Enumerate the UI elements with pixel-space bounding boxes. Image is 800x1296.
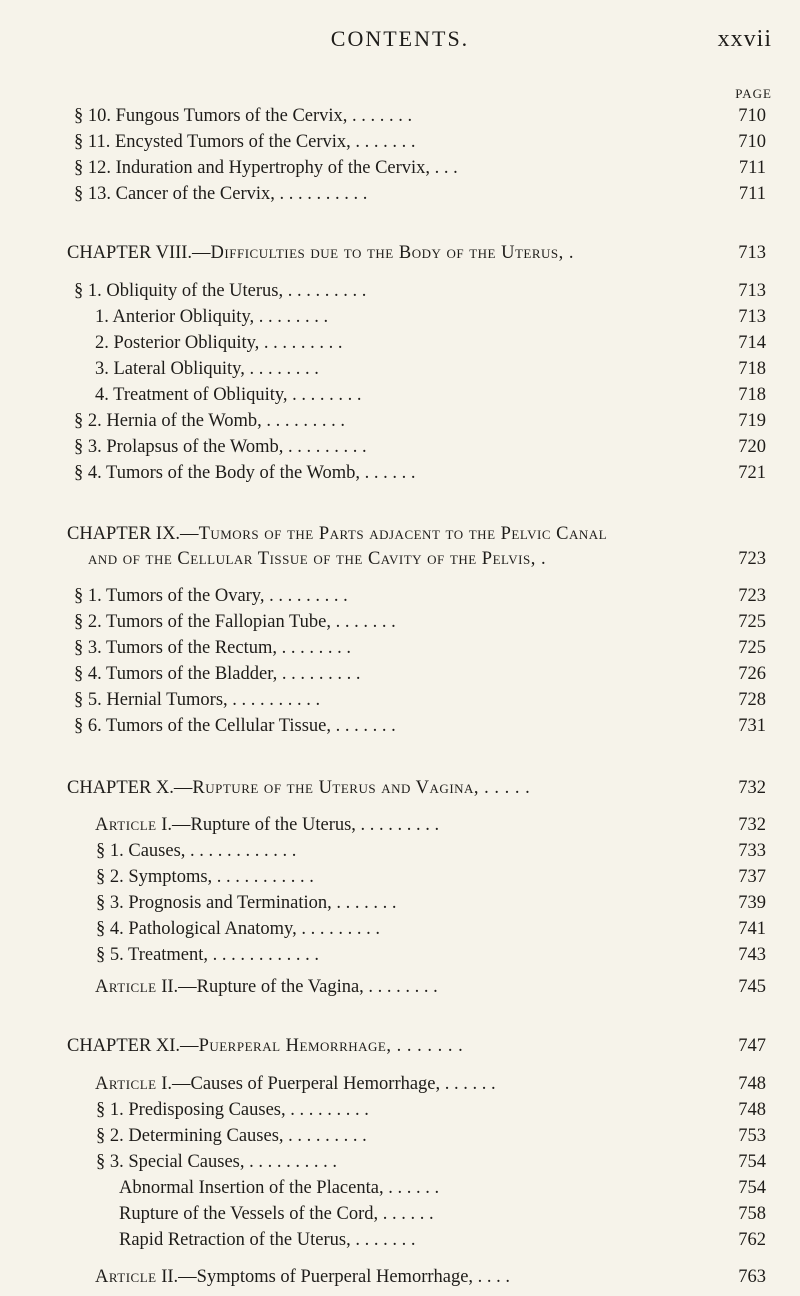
page-number: 713 [738, 281, 766, 301]
page-number: 731 [738, 716, 766, 736]
article-label: Article [95, 1074, 157, 1094]
chapter-entry [0, 775, 800, 801]
entry-title: § 3. Prognosis and Termination, . . . . . . . [96, 893, 397, 913]
toc-entry [0, 1097, 800, 1123]
page-number: 732 [738, 778, 766, 798]
page-number: 741 [738, 919, 766, 939]
page-number: 721 [738, 463, 766, 483]
page-number: 748 [738, 1100, 766, 1120]
toc-entry [0, 583, 800, 609]
article-title: II.—Rupture of the Vagina, . . . . . . . . [156, 977, 438, 997]
toc-entry [0, 1175, 800, 1201]
page-column-label: PAGE [735, 86, 772, 101]
chapter-number: CHAPTER XI.— [67, 1036, 199, 1056]
toc-entry [0, 181, 800, 207]
entry-title: § 2. Hernia of the Womb, . . . . . . . . . [74, 411, 346, 431]
page-number: 753 [738, 1126, 766, 1146]
toc-entry [0, 330, 800, 356]
entry-title: § 12. Induration and Hypertrophy of the Cervix, . . . [74, 158, 458, 178]
toc-entry [0, 890, 800, 916]
page-number: 719 [738, 411, 766, 431]
entry-title: § 4. Tumors of the Body of the Womb, . . . . . . [74, 463, 416, 483]
toc-entry [0, 942, 800, 968]
entry-title: § 1. Obliquity of the Uterus, . . . . . . . . . [74, 281, 367, 301]
toc-entry [0, 382, 800, 408]
entry-title: § 10. Fungous Tumors of the Cervix, . . . . . . . [74, 106, 413, 126]
toc-entry [0, 408, 800, 434]
entry-title: § 2. Determining Causes, . . . . . . . . . [96, 1126, 367, 1146]
entry-title [95, 812, 439, 838]
entry-title: Rapid Retraction of the Uterus, . . . . . . . [119, 1230, 416, 1250]
chapter-title: Rupture of the Uterus and Vagina, . . . . . [192, 778, 531, 798]
toc-entry [0, 713, 800, 739]
toc-entry [0, 838, 800, 864]
toc-entry [0, 129, 800, 155]
entry-title: § 1. Causes, . . . . . . . . . . . . [96, 841, 297, 861]
toc-entry [0, 434, 800, 460]
chapter-number: CHAPTER VIII.— [67, 243, 211, 263]
entry-title: § 2. Tumors of the Fallopian Tube, . . . . . . . [74, 612, 396, 632]
entry-title [95, 1264, 510, 1290]
entry-title: § 2. Symptoms, . . . . . . . . . . . [96, 867, 314, 887]
page-number: 748 [738, 1074, 766, 1094]
entry-title: § 5. Treatment, . . . . . . . . . . . . [96, 945, 320, 965]
toc-entry [0, 460, 800, 486]
page-number: 728 [738, 690, 766, 710]
entry-title: § 4. Tumors of the Bladder, . . . . . . . . . [74, 664, 361, 684]
page-number: 710 [738, 106, 766, 126]
page-number: 711 [738, 158, 766, 178]
page-number: 739 [738, 893, 766, 913]
chapter-title: Puerperal Hemorrhage, . . . . . . . [198, 1036, 464, 1056]
entry-title [95, 974, 438, 1000]
page-number: 758 [738, 1204, 766, 1224]
toc-entry [0, 356, 800, 382]
toc-entry [0, 1123, 800, 1149]
entry-title [95, 1071, 496, 1097]
toc-entry [0, 609, 800, 635]
chapter-entry [0, 521, 800, 547]
toc-entry [0, 635, 800, 661]
toc-entry [0, 916, 800, 942]
article-label: Article [95, 1267, 157, 1287]
page-number: 743 [738, 945, 766, 965]
entry-title: 2. Posterior Obliquity, . . . . . . . . . [95, 333, 343, 353]
entry-title: § 1. Tumors of the Ovary, . . . . . . . . . [74, 586, 348, 606]
chapter-entry [0, 240, 800, 266]
article-label: Article [95, 977, 157, 997]
running-title: CONTENTS. [330, 26, 470, 51]
page-number: 711 [738, 184, 766, 204]
page-number: 737 [738, 867, 766, 887]
toc-entry [0, 103, 800, 129]
page-number: 762 [738, 1230, 766, 1250]
page-number: 745 [738, 977, 766, 997]
entry-title: 4. Treatment of Obliquity, . . . . . . . . [95, 385, 362, 405]
page-number: 718 [738, 359, 766, 379]
article-title: II.—Symptoms of Puerperal Hemorrhage, . . . . [156, 1267, 511, 1287]
entry-title [67, 1033, 463, 1059]
entry-title: 3. Lateral Obliquity, . . . . . . . . [95, 359, 319, 379]
entry-title: § 1. Predisposing Causes, . . . . . . . . . [96, 1100, 369, 1120]
page-number: 713 [738, 307, 766, 327]
entry-title: Rupture of the Vessels of the Cord, . . . . . . [119, 1204, 434, 1224]
entry-title: § 4. Pathological Anatomy, . . . . . . . . . [96, 919, 380, 939]
chapter-entry [0, 1033, 800, 1059]
entry-title: and of the Cellular Tissue of the Cavity of the Pelvis, . [88, 549, 547, 569]
article-title: I.—Causes of Puerperal Hemorrhage, . . . . . . [156, 1074, 496, 1094]
entry-title [67, 240, 574, 266]
chapter-number: CHAPTER X.— [67, 778, 193, 798]
chapter-title: Difficulties due to the Body of the Uterus, . [210, 243, 575, 263]
article-title: I.—Rupture of the Uterus, . . . . . . . . . [156, 815, 440, 835]
page-folio: xxvii [717, 26, 772, 52]
page-number: 763 [738, 1267, 766, 1287]
page-number: 733 [738, 841, 766, 861]
entry-title: § 3. Tumors of the Rectum, . . . . . . . . [74, 638, 351, 658]
toc-entry [0, 304, 800, 330]
page-number: 713 [738, 243, 766, 263]
article-entry [0, 974, 800, 1000]
entry-title: Abnormal Insertion of the Placenta, . . . . . . [119, 1178, 440, 1198]
toc-entry [0, 278, 800, 304]
page-number: 726 [738, 664, 766, 684]
chapter-number: CHAPTER IX.— [67, 524, 199, 544]
entry-title: § 13. Cancer of the Cervix, . . . . . . . . . . [74, 184, 368, 204]
article-entry [0, 1071, 800, 1097]
entry-title: 1. Anterior Obliquity, . . . . . . . . [95, 307, 329, 327]
article-entry [0, 1264, 800, 1290]
toc-entry [0, 864, 800, 890]
page-number: 718 [738, 385, 766, 405]
toc-entry [0, 1201, 800, 1227]
entry-title [67, 775, 530, 801]
entry-title: § 6. Tumors of the Cellular Tissue, . . . . . . . [74, 716, 396, 736]
toc-entry [0, 155, 800, 181]
chapter-entry [0, 546, 800, 572]
page-number: 720 [738, 437, 766, 457]
chapter-title: Tumors of the Parts adjacent to the Pelvic Canal [198, 524, 608, 544]
entry-title: § 11. Encysted Tumors of the Cervix, . . . . . . . [74, 132, 416, 152]
page-number: 732 [738, 815, 766, 835]
page-number: 723 [738, 549, 766, 569]
page-number: 725 [738, 612, 766, 632]
toc-entry [0, 1149, 800, 1175]
page-number: 754 [738, 1152, 766, 1172]
page-number: 714 [738, 333, 766, 353]
entry-title: § 3. Special Causes, . . . . . . . . . . [96, 1152, 337, 1172]
entry-title: § 5. Hernial Tumors, . . . . . . . . . . [74, 690, 321, 710]
toc-entry [0, 1227, 800, 1253]
page-number: 723 [738, 586, 766, 606]
page-number: 747 [738, 1036, 766, 1056]
toc-entry [0, 661, 800, 687]
page-number: 754 [738, 1178, 766, 1198]
entry-title: § 3. Prolapsus of the Womb, . . . . . . . . . [74, 437, 367, 457]
page-number: 710 [738, 132, 766, 152]
page-number: 725 [738, 638, 766, 658]
article-label: Article [95, 815, 157, 835]
article-entry [0, 812, 800, 838]
entry-title [67, 521, 607, 547]
toc-entry [0, 687, 800, 713]
running-header [0, 26, 800, 62]
